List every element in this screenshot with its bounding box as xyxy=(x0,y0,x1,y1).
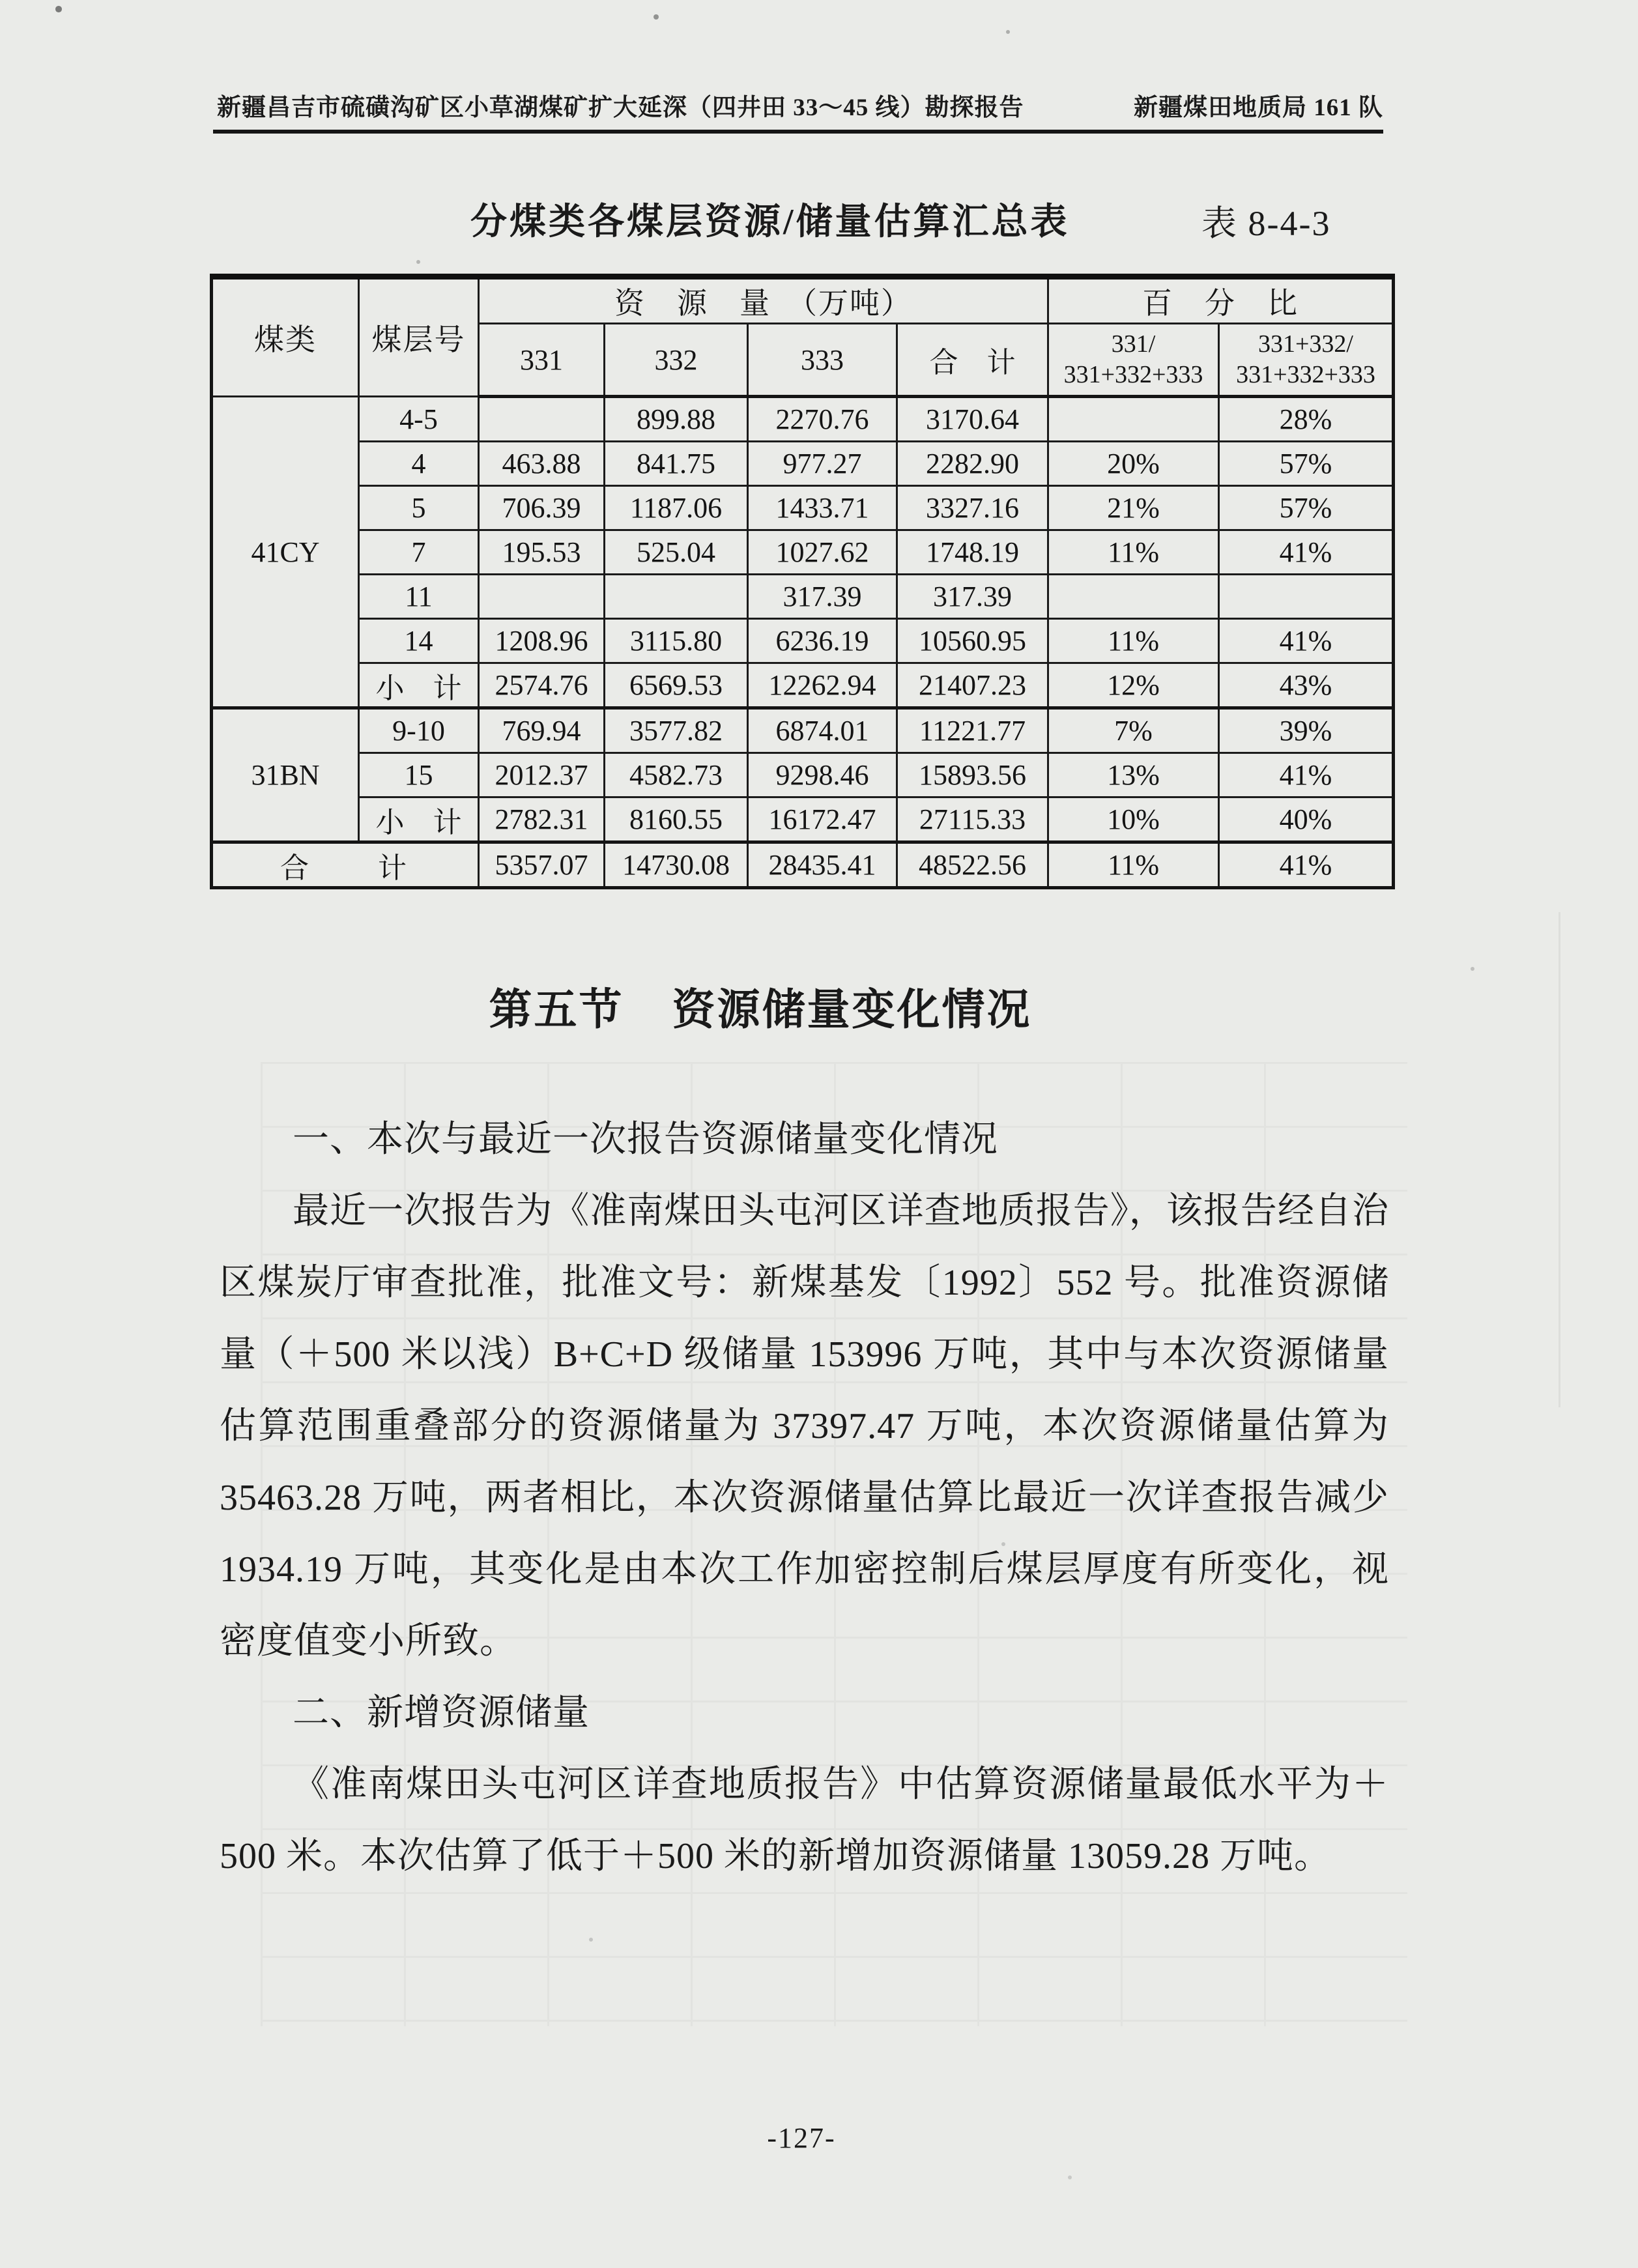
running-header-title: 新疆昌吉市硫磺沟矿区小草湖煤矿扩大延深（四井田 33～45 线）勘探报告 xyxy=(217,94,1024,121)
paragraph-subheading-1: 一、本次与最近一次报告资源储量变化情况 xyxy=(293,1119,998,1160)
cell-pct2: 40% xyxy=(1219,797,1394,842)
col-header-333: 333 xyxy=(748,324,897,397)
cell-subtotal-label: 小 计 xyxy=(359,663,479,708)
cell-total: 11221.77 xyxy=(897,708,1048,753)
table-row xyxy=(212,619,1394,663)
cell-332: 14730.08 xyxy=(605,842,748,888)
section-number: 第五节 xyxy=(489,986,624,1034)
running-header-org: 新疆煤田地质局 161 队 xyxy=(1134,94,1383,121)
cell-333: 977.27 xyxy=(748,442,897,486)
cell-333: 28435.41 xyxy=(748,842,897,888)
cell-331 xyxy=(479,397,605,442)
section-title: 资源储量变化情况 xyxy=(672,986,1032,1034)
cell-seam: 9-10 xyxy=(359,708,479,753)
cell-pct2: 57% xyxy=(1219,442,1394,486)
cell-pct1: 10% xyxy=(1048,797,1219,842)
cell-total: 3327.16 xyxy=(897,486,1048,530)
table-row xyxy=(212,753,1394,797)
cell-331: 2574.76 xyxy=(479,663,605,708)
cell-total: 3170.64 xyxy=(897,397,1048,442)
cell-pct1: 20% xyxy=(1048,442,1219,486)
table-number: 表 8-4-3 xyxy=(1201,204,1331,243)
cell-332: 6569.53 xyxy=(605,663,748,708)
cell-331: 195.53 xyxy=(479,530,605,575)
cell-331: 706.39 xyxy=(479,486,605,530)
cell-seam: 11 xyxy=(359,575,479,619)
cell-331: 2782.31 xyxy=(479,797,605,842)
paragraph-body-1: 最近一次报告为《准南煤田头屯河区详查地质报告》，该报告经自治区煤炭厅审查批准，批准文号：新煤基发〔1992〕552 号。批准资源储量（＋500 米以浅）B+C+D 级储量 153996 万吨，其中与本次资源储量估算范围重叠部分的资源储量为 37397.47 万吨，本次资源储量估算为 35463.28 万吨，两者相比，本次资源储量估算比最近一次详查报告减少 1934.19 万吨，其变化是由本次工作加密控制后煤层厚度有所变化，视密度值变小所致。 xyxy=(220,1191,1389,1661)
cell-333: 1433.71 xyxy=(748,486,897,530)
cell-pct2: 39% xyxy=(1219,708,1394,753)
col-header-pct1 xyxy=(1048,324,1219,397)
table-row xyxy=(212,442,1394,486)
col-header-resource-group: 资 源 量 （万吨） xyxy=(479,277,1048,324)
cell-total: 27115.33 xyxy=(897,797,1048,842)
scan-edge-shadow xyxy=(1559,912,1560,1407)
cell-331: 5357.07 xyxy=(479,842,605,888)
col-header-seam-no: 煤层号 xyxy=(359,277,479,397)
scan-speck-artifacts xyxy=(0,0,3,3)
cell-332: 899.88 xyxy=(605,397,748,442)
cell-332: 841.75 xyxy=(605,442,748,486)
page-number: -127- xyxy=(767,2122,836,2154)
paragraph-subheading-2: 二、新增资源储量 xyxy=(293,1693,590,1733)
cell-total: 21407.23 xyxy=(897,663,1048,708)
paragraph-body-2: 《准南煤田头屯河区详查地质报告》中估算资源储量最低水平为＋500 米。本次估算了低于＋500 米的新增加资源储量 13059.28 万吨。 xyxy=(220,1764,1389,1876)
table-title: 分煤类各煤层资源/储量估算汇总表 xyxy=(470,202,1070,242)
cell-pct1 xyxy=(1048,397,1219,442)
header-rule xyxy=(213,130,1383,134)
cell-332: 1187.06 xyxy=(605,486,748,530)
cell-total: 317.39 xyxy=(897,575,1048,619)
cell-total: 2282.90 xyxy=(897,442,1048,486)
cell-332 xyxy=(605,575,748,619)
table-header-row-1 xyxy=(212,277,1394,324)
cell-333: 6236.19 xyxy=(748,619,897,663)
pct1-numerator: 331/ xyxy=(1111,330,1156,358)
cell-331: 463.88 xyxy=(479,442,605,486)
cell-pct1: 11% xyxy=(1048,530,1219,575)
cell-seam: 4-5 xyxy=(359,397,479,442)
cell-seam: 7 xyxy=(359,530,479,575)
cell-pct1: 11% xyxy=(1048,842,1219,888)
table-row-subtotal-41cy xyxy=(212,663,1394,708)
cell-seam: 5 xyxy=(359,486,479,530)
col-header-total: 合 计 xyxy=(897,324,1048,397)
resource-summary-table xyxy=(210,274,1395,889)
cell-pct1: 13% xyxy=(1048,753,1219,797)
cell-seam: 4 xyxy=(359,442,479,486)
cell-pct2: 41% xyxy=(1219,619,1394,663)
cell-331: 2012.37 xyxy=(479,753,605,797)
col-header-coal-type: 煤类 xyxy=(212,277,359,397)
pct1-denominator: 331+332+333 xyxy=(1063,361,1203,388)
cell-pct2: 41% xyxy=(1219,530,1394,575)
table-caption xyxy=(210,193,1392,241)
cell-331: 1208.96 xyxy=(479,619,605,663)
cell-seam: 14 xyxy=(359,619,479,663)
cell-pct1: 11% xyxy=(1048,619,1219,663)
coal-type-41cy: 41CY xyxy=(212,397,359,708)
cell-333: 16172.47 xyxy=(748,797,897,842)
running-header xyxy=(217,87,1383,122)
cell-pct2: 57% xyxy=(1219,486,1394,530)
cell-333: 317.39 xyxy=(748,575,897,619)
cell-331 xyxy=(479,575,605,619)
coal-type-31bn: 31BN xyxy=(212,708,359,842)
pct2-denominator: 331+332+333 xyxy=(1236,361,1375,388)
cell-332: 8160.55 xyxy=(605,797,748,842)
table-row-grand-total xyxy=(212,842,1394,888)
table-row xyxy=(212,575,1394,619)
cell-pct1: 12% xyxy=(1048,663,1219,708)
cell-grand-total-label: 合 计 xyxy=(212,842,479,888)
cell-333: 6874.01 xyxy=(748,708,897,753)
col-header-pct2 xyxy=(1219,324,1394,397)
cell-pct1: 7% xyxy=(1048,708,1219,753)
cell-pct2: 43% xyxy=(1219,663,1394,708)
col-header-percent-group: 百 分 比 xyxy=(1048,277,1394,324)
cell-pct2: 41% xyxy=(1219,753,1394,797)
cell-pct1: 21% xyxy=(1048,486,1219,530)
cell-pct1 xyxy=(1048,575,1219,619)
cell-total: 1748.19 xyxy=(897,530,1048,575)
cell-pct2 xyxy=(1219,575,1394,619)
cell-332: 525.04 xyxy=(605,530,748,575)
pct2-numerator: 331+332/ xyxy=(1258,330,1353,358)
cell-331: 769.94 xyxy=(479,708,605,753)
cell-333: 9298.46 xyxy=(748,753,897,797)
cell-332: 3577.82 xyxy=(605,708,748,753)
cell-pct2: 41% xyxy=(1219,842,1394,888)
section-heading xyxy=(210,975,1311,1037)
col-header-332: 332 xyxy=(605,324,748,397)
cell-332: 4582.73 xyxy=(605,753,748,797)
cell-total: 48522.56 xyxy=(897,842,1048,888)
cell-total: 10560.95 xyxy=(897,619,1048,663)
table-row-subtotal-31bn xyxy=(212,797,1394,842)
cell-subtotal-label: 小 计 xyxy=(359,797,479,842)
table-row xyxy=(212,530,1394,575)
cell-333: 2270.76 xyxy=(748,397,897,442)
cell-pct2: 28% xyxy=(1219,397,1394,442)
body-text xyxy=(220,1104,1389,1892)
cell-332: 3115.80 xyxy=(605,619,748,663)
table-row xyxy=(212,397,1394,442)
cell-seam: 15 xyxy=(359,753,479,797)
table-row xyxy=(212,708,1394,753)
cell-total: 15893.56 xyxy=(897,753,1048,797)
cell-333: 1027.62 xyxy=(748,530,897,575)
col-header-331: 331 xyxy=(479,324,605,397)
cell-333: 12262.94 xyxy=(748,663,897,708)
table-row xyxy=(212,486,1394,530)
